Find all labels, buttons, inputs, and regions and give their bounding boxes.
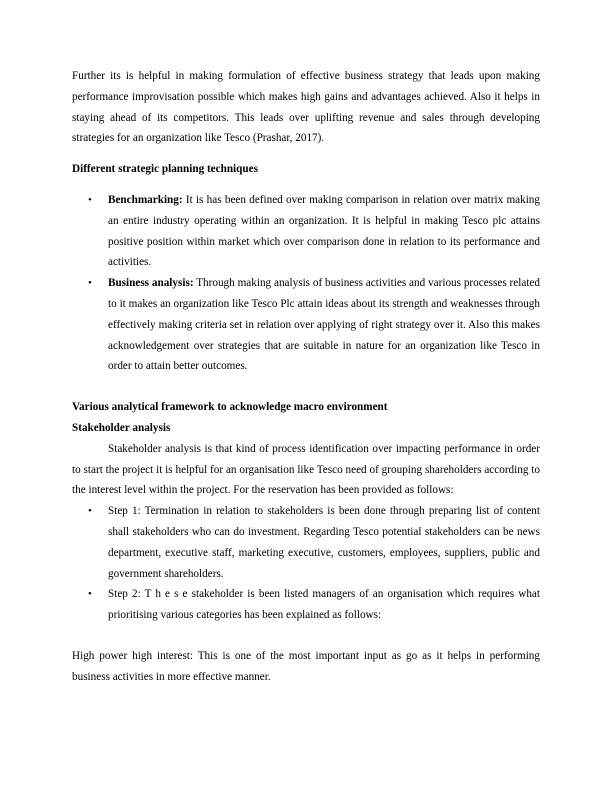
bullet-text: Through making analysis of business activities and various processes related to it makes an organization like Tesco Plc attain ideas about its strength and weaknesses through effectively making criteria set in relation over applying of right strategy over it. Also this makes acknowledgement over strategies that are suitable in nature for an organization like Tesco in order to attain better outcomes. bbox=[108, 277, 540, 373]
bullet-icon: • bbox=[88, 193, 92, 206]
bullet-icon: • bbox=[88, 588, 92, 601]
bullet-text: Step 1: Termination in relation to stakeholders is been done through preparing list of content shall stakeholders who can do investment. Regarding Tesco potential stakeholders can be news department, executive staff, marketing executive, customers, employees, suppliers, public and government shareholders. bbox=[108, 505, 540, 580]
stakeholder-steps-list bbox=[72, 501, 540, 626]
intro-paragraph: Further its is helpful in making formulation of effective business strategy that leads upon making performance improvisation possible which makes high gains and advantages achieved. Also it helps in staying ahead of its competitors. This leads over uplifting revenue and sales through developing strategies for an organization like Tesco (Prashar, 2017). bbox=[72, 70, 540, 145]
list-item bbox=[72, 273, 540, 377]
list-item bbox=[72, 584, 540, 626]
bullet-label: Business analysis: bbox=[108, 277, 194, 290]
subheading-stakeholder-analysis: Stakeholder analysis bbox=[72, 421, 171, 434]
bullet-text: Step 2: T h e s e stakeholder is been listed managers of an organisation which requires what prioritising various categories has been explained as follows: bbox=[108, 588, 540, 622]
list-item bbox=[72, 501, 540, 584]
bullet-label: Benchmarking: bbox=[108, 193, 183, 206]
strategic-techniques-list bbox=[72, 190, 540, 377]
section-heading-strategic-planning: Different strategic planning techniques bbox=[72, 163, 258, 176]
section-heading-analytical-framework: Various analytical framework to acknowledge macro environment bbox=[72, 401, 388, 414]
bullet-text: It is has been defined over making comparison in relation over matrix making an entire industry operating within an organization. It is helpful in making Tesco plc attains positive position within market which over comparison done in relation to its performance and activities. bbox=[108, 193, 540, 269]
bullet-icon: • bbox=[88, 505, 92, 518]
document-page bbox=[72, 66, 540, 688]
closing-paragraph: High power high interest: This is one of the most important input as go as it helps in performing business activities in more effective manner. bbox=[72, 649, 540, 683]
bullet-icon: • bbox=[88, 277, 92, 290]
list-item bbox=[72, 190, 540, 273]
stakeholder-paragraph: Stakeholder analysis is that kind of process identification over impacting performance in order to start the project it is helpful for an organisation like Tesco need of grouping shareholders according to the interest level within the project. For the reservation has been provided as follows: bbox=[72, 442, 540, 497]
